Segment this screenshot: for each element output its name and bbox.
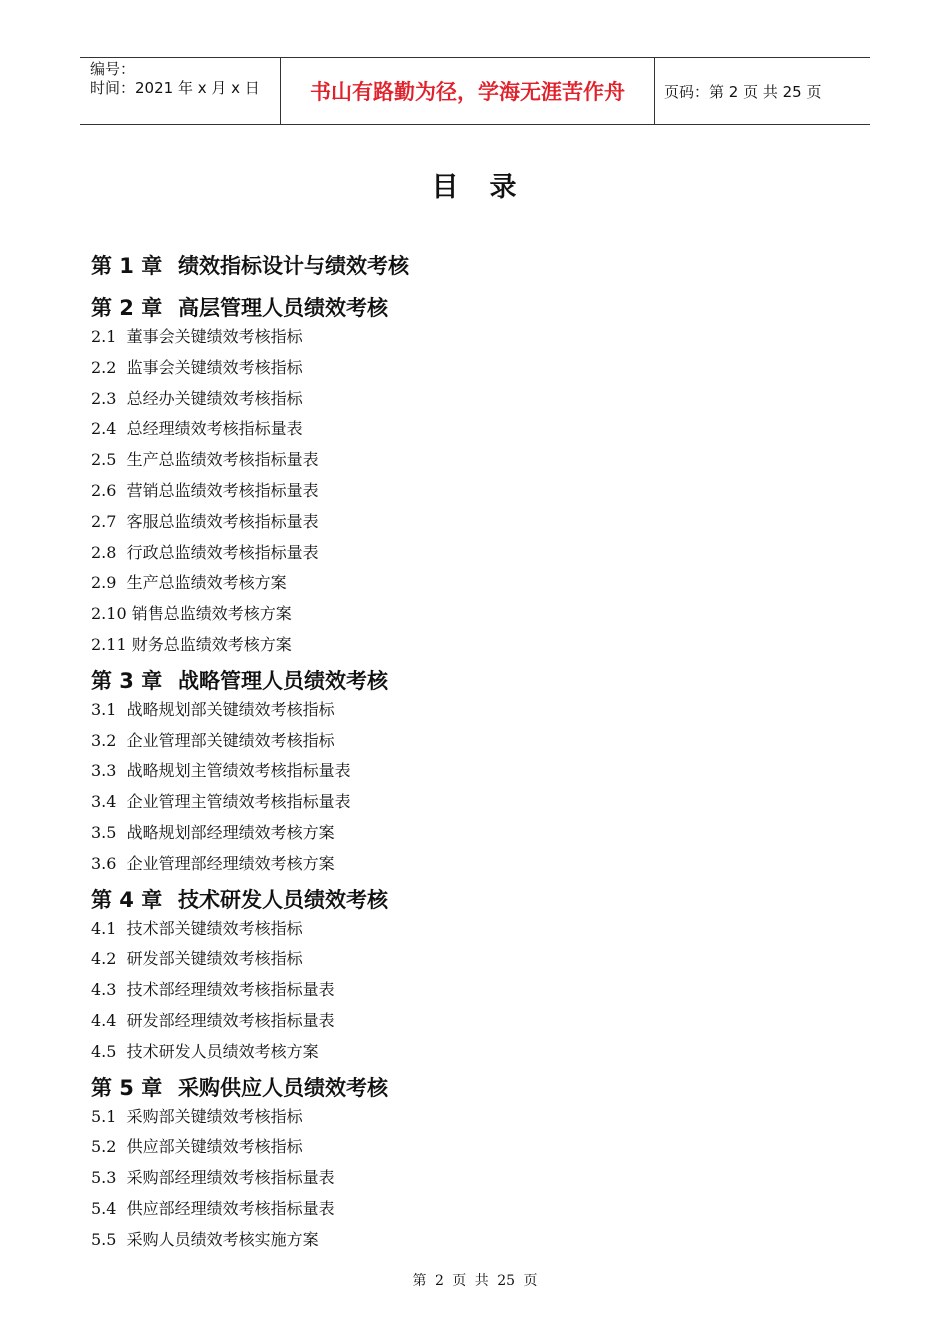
table-of-contents [91,252,851,1256]
toc-item: 2.5 生产总监绩效考核指标量表 [91,450,319,470]
toc-chapter-title: 战略管理人员绩效考核 [178,668,388,693]
toc-chapter-title: 高层管理人员绩效考核 [178,296,388,320]
toc-item: 3.1 战略规划部关键绩效考核指标 [91,699,335,719]
page-footer: 第 2 页 共 25 页 [412,1273,538,1289]
toc-chapter-number: 第 2 章 [91,296,163,320]
toc-item: 2.6 营销总监绩效考核指标量表 [91,480,319,500]
toc-item: 2.11 财务总监绩效考核方案 [91,634,292,654]
toc-chapter-title: 技术研发人员绩效考核 [178,887,388,912]
toc-item: 3.6 企业管理部经理绩效考核方案 [91,853,335,873]
toc-item: 2.3 总经办关键绩效考核指标 [91,388,303,408]
toc-chapter-number: 第 5 章 [91,1075,163,1100]
toc-item: 4.3 技术部经理绩效考核指标量表 [91,980,335,1000]
toc-item: 5.2 供应部关键绩效考核指标 [91,1137,303,1157]
toc-item: 3.3 战略规划主管绩效考核指标量表 [91,761,351,781]
toc-chapter [91,1074,851,1102]
toc-item: 2.7 客服总监绩效考核指标量表 [91,511,319,531]
toc-chapter-title: 采购供应人员绩效考核 [178,1075,388,1100]
toc-item: 3.4 企业管理主管绩效考核指标量表 [91,792,351,812]
toc-item: 3.2 企业管理部关键绩效考核指标 [91,730,335,750]
toc-item: 4.5 技术研发人员绩效考核方案 [91,1041,319,1061]
toc-item: 3.5 战略规划部经理绩效考核方案 [91,822,335,842]
toc-item: 2.2 监事会关键绩效考核指标 [91,357,303,377]
header-meta [80,58,281,124]
toc-chapter-number: 第 4 章 [91,887,163,912]
toc-item: 2.4 总经理绩效考核指标量表 [91,419,303,439]
header-date-label: 时间：2021 年 x 月 x 日 [90,79,260,97]
toc-chapter [91,252,851,280]
toc-chapter-number: 第 1 章 [91,254,163,278]
header-motto: 书山有路勤为径，学海无涯苦作舟 [281,58,655,124]
toc-item: 4.1 技术部关键绩效考核指标 [91,918,303,938]
toc-chapter [91,667,851,695]
toc-item: 4.2 研发部关键绩效考核指标 [91,949,303,969]
toc-chapter-title: 绩效指标设计与绩效考核 [178,254,409,278]
toc-chapter [91,886,851,914]
toc-item: 2.8 行政总监绩效考核指标量表 [91,542,319,562]
toc-item: 2.10 销售总监绩效考核方案 [91,604,292,624]
page-title: 目 录 [431,172,519,203]
toc-item: 5.1 采购部关键绩效考核指标 [91,1106,303,1126]
toc-item: 5.3 采购部经理绩效考核指标量表 [91,1168,335,1188]
toc-item: 5.4 供应部经理绩效考核指标量表 [91,1198,335,1218]
page-header [80,57,870,125]
header-number-label: 编号： [90,60,136,78]
header-page-info: 页码：第 2 页 共 25 页 [664,82,822,101]
toc-item: 5.5 采购人员绩效考核实施方案 [91,1229,319,1249]
toc-item: 2.9 生产总监绩效考核方案 [91,573,287,593]
toc-item: 4.4 研发部经理绩效考核指标量表 [91,1010,335,1030]
toc-item: 2.1 董事会关键绩效考核指标 [91,327,303,346]
toc-chapter [91,294,851,322]
toc-chapter-number: 第 3 章 [91,668,163,693]
